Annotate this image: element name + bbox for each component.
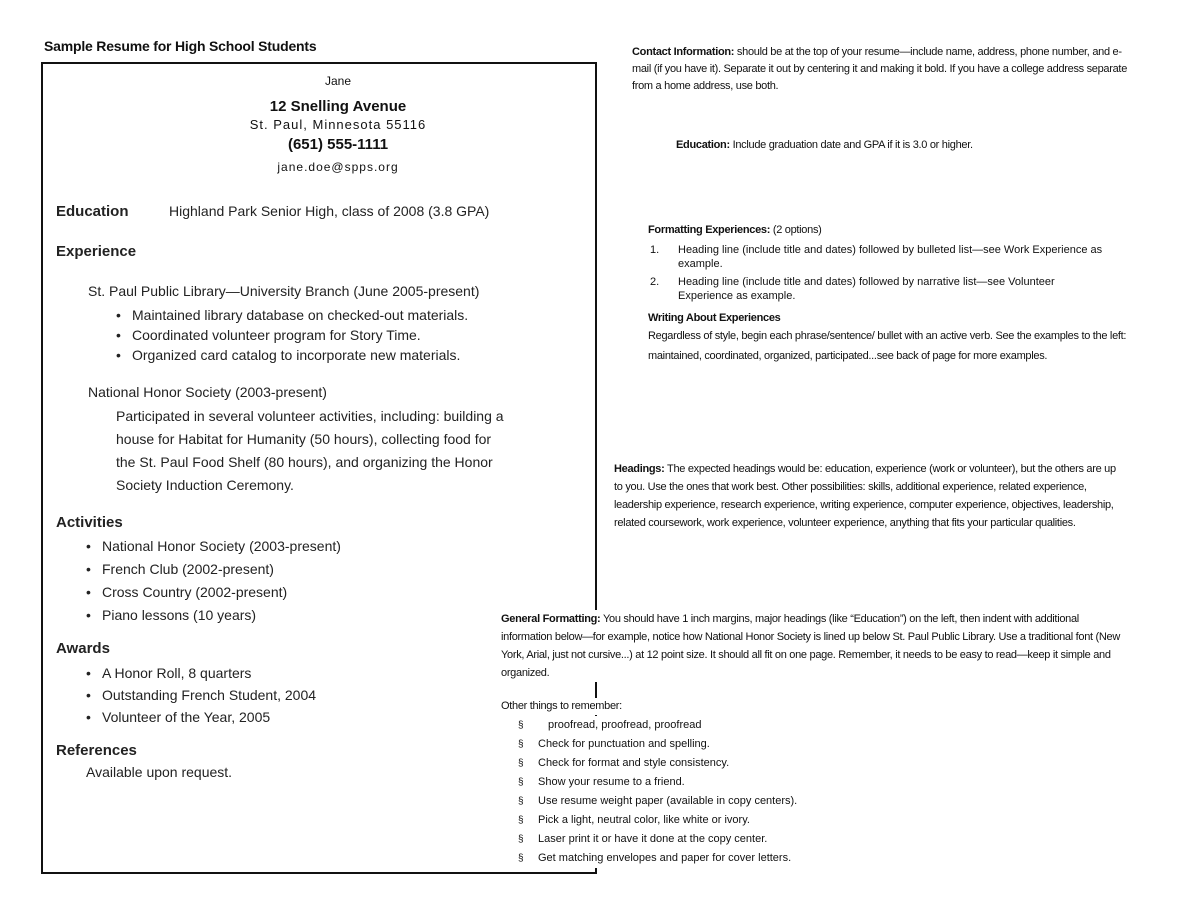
note-education-text: Include graduation date and GPA if it is 3.0 or higher. [729, 139, 973, 151]
note-education-label: Education: [676, 139, 730, 151]
tip-text: Check for punctuation and spelling. [538, 738, 710, 750]
list-item: • Outstanding French Student, 2004 [86, 684, 316, 706]
bullet-marker: § [518, 815, 524, 826]
note-writing-text: Regardless of style, begin each phrase/sentence/ bullet with an active verb. See the examples to the left: maintained, coordinated, organized, participated...see back of page for more examples. [648, 330, 1127, 362]
job2-title: National Honor Society (2003-present) [88, 384, 327, 400]
note-contact-label: Contact Information: [632, 46, 735, 58]
awards-list [86, 662, 316, 728]
bullet-marker: § [518, 834, 524, 845]
formatting-options-list [650, 243, 1110, 303]
education-heading: Education [56, 203, 129, 220]
list-item [500, 849, 920, 868]
job1-bullets [116, 305, 468, 365]
resume-address-line1: 12 Snelling Avenue [269, 98, 407, 115]
text-line: house for Habitat for Humanity (50 hours), collecting food for [116, 431, 492, 447]
note-general-label: General Formatting: [501, 613, 601, 625]
tip-text: Laser print it or have it done at the copy center. [538, 833, 768, 845]
note-writing [648, 310, 1128, 366]
option-text: Heading line (include title and dates) followed by bulleted list—see Work Experience as example. [678, 244, 1103, 270]
note-contact-text: should be at the top of your resume—include name, address, phone number, and e-mail (if you have it). Separate it out by centering it and making it bold. If you have a college address separate from a home address, use both. [632, 46, 1128, 92]
bullet-marker: § [518, 720, 524, 731]
page-title: Sample Resume for High School Students [44, 38, 317, 54]
resume-phone: (651) 555-1111 [287, 136, 389, 153]
note-general-text: You should have 1 inch margins, major headings (like “Education”) on the left, then indent with additional information below—for example, notice how National Honor Society is lined up below St. Paul Public Library. Use a traditional font (New York, Arial, just not cursive...) at 12 point size. It should all fit on one page. Remember, it needs to be easy to read—keep it simple and organized. [501, 613, 1121, 679]
tip-text: Show your resume to a friend. [538, 776, 685, 788]
bullet-marker: § [518, 796, 524, 807]
list-item [500, 716, 920, 735]
note-education [676, 137, 1096, 154]
note-formatting-label: Formatting Experiences: [648, 224, 771, 236]
note-headings [614, 460, 1124, 532]
tip-text: proofread, proofread, proofread [548, 719, 702, 731]
awards-heading: Awards [56, 640, 110, 657]
bullet-marker: § [518, 777, 524, 788]
bullet-marker: § [518, 758, 524, 769]
bullet-marker: § [518, 739, 524, 750]
activities-list [86, 535, 341, 627]
list-item [500, 811, 920, 830]
list-item: • Maintained library database on checked-out materials. [116, 305, 468, 325]
list-item [500, 754, 920, 773]
list-item [500, 830, 920, 849]
job2-description [116, 405, 504, 497]
bullet-marker: § [518, 853, 524, 864]
tip-text: Pick a light, neutral color, like white or ivory. [538, 814, 750, 826]
list-item [650, 275, 1110, 303]
list-item: • National Honor Society (2003-present) [86, 535, 341, 558]
list-item: • Piano lessons (10 years) [86, 604, 341, 627]
note-general-formatting [501, 610, 1131, 682]
text-line: Society Induction Ceremony. [116, 477, 294, 493]
tip-text: Use resume weight paper (available in copy centers). [538, 795, 798, 807]
tip-text: Get matching envelopes and paper for cover letters. [538, 852, 792, 864]
list-item [500, 735, 920, 754]
list-item: • Organized card catalog to incorporate new materials. [116, 345, 468, 365]
references-text: Available upon request. [86, 764, 233, 780]
list-item: • A Honor Roll, 8 quarters [86, 662, 316, 684]
option-number: 2. [650, 276, 660, 288]
text-line: the St. Paul Food Shelf (80 hours), and organizing the Honor [116, 454, 493, 470]
resume-address-line2: St. Paul, Minnesota 55116 [249, 117, 427, 132]
note-headings-text: The expected headings would be: education, experience (work or volunteer), but the others are up to you. Use the ones that work best. Other possibilities: skills, additional experience, related experience, leadership experience, research experience, writing experience, computer experience, objectives, leadership, related coursework, work experience, volunteer experience, anything that fits your particular qualities. [614, 463, 1116, 529]
note-other-things: Other things to remember: [501, 698, 901, 715]
option-text: Heading line (include title and dates) followed by narrative list—see Volunteer Experience as example. [678, 276, 1055, 302]
note-contact [632, 44, 1132, 95]
note-formatting-text: (2 options) [770, 224, 822, 236]
list-item: • Volunteer of the Year, 2005 [86, 706, 316, 728]
activities-heading: Activities [56, 514, 123, 531]
tip-text: Check for format and style consistency. [538, 757, 730, 769]
note-writing-label: Writing About Experiences [648, 312, 781, 324]
list-item [650, 243, 1110, 271]
resume-name: Jane [324, 74, 352, 88]
option-number: 1. [650, 244, 660, 256]
tips-list [500, 716, 920, 868]
education-text: Highland Park Senior High, class of 2008 (3.8 GPA) [169, 203, 490, 219]
text-line: Participated in several volunteer activities, including: building a [116, 408, 504, 424]
list-item [500, 792, 920, 811]
references-heading: References [56, 742, 137, 759]
note-headings-label: Headings: [614, 463, 665, 475]
list-item: • Coordinated volunteer program for Story Time. [116, 325, 468, 345]
list-item: • Cross Country (2002-present) [86, 581, 341, 604]
list-item [500, 773, 920, 792]
note-formatting [648, 222, 1128, 239]
list-item: • French Club (2002-present) [86, 558, 341, 581]
job1-title: St. Paul Public Library—University Branch (June 2005-present) [88, 283, 480, 299]
experience-heading: Experience [56, 243, 137, 260]
resume-email: jane.doe@spps.org [277, 160, 399, 174]
